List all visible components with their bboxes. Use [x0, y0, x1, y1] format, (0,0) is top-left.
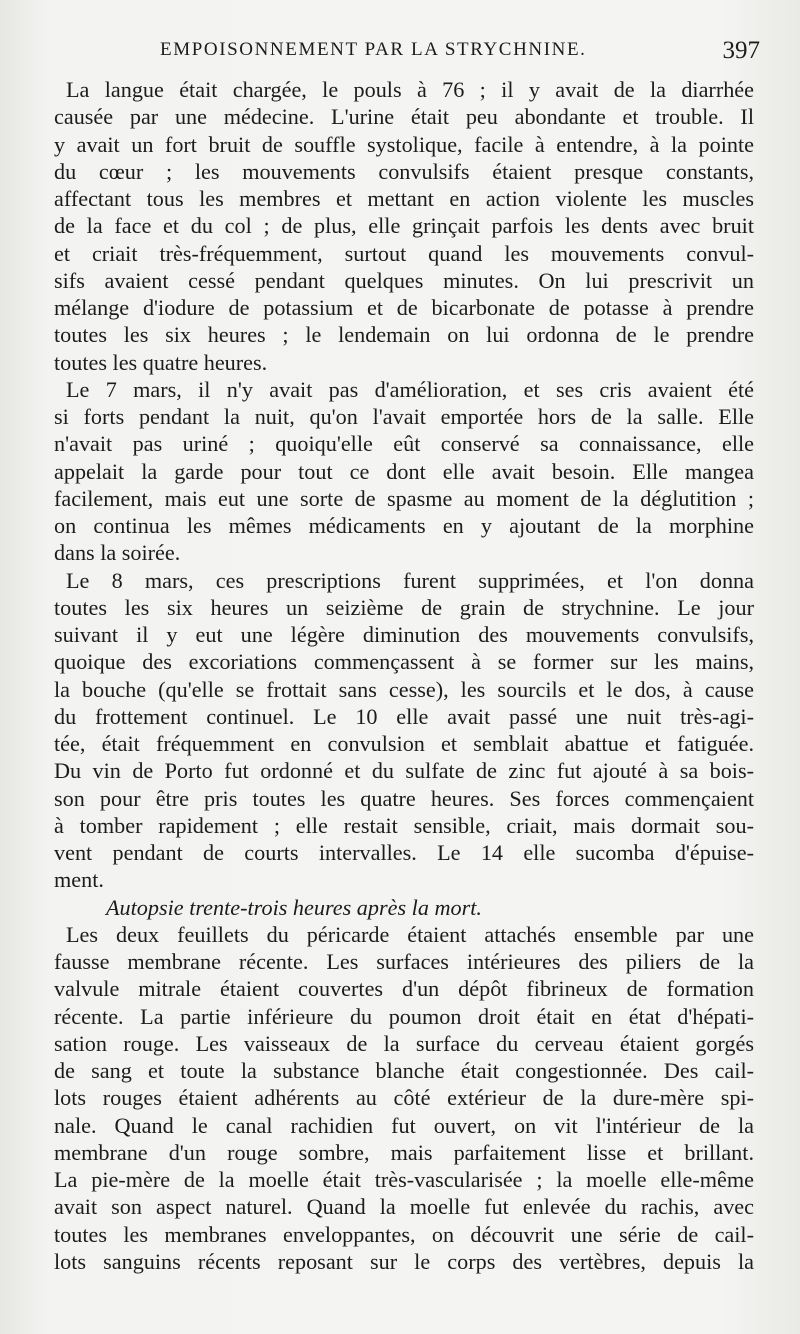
- text-line: causée par une médecine. L'urine était peu abondante et trouble. Il: [54, 104, 754, 130]
- text-line: quoique des excoriations commençassent à se former sur les mains,: [54, 649, 754, 675]
- section-heading: Autopsie trente-trois heures après la mort.: [106, 894, 482, 920]
- body-text: [54, 76, 754, 1275]
- text-line: sifs avaient cessé pendant quelques minutes. On lui prescrivit un: [54, 267, 754, 293]
- text-line: fausse membrane récente. Les surfaces intérieures des piliers de la: [54, 949, 754, 974]
- text-line: toutes les six heures un seizième de grain de strychnine. Le jour: [54, 594, 754, 620]
- text-line: du cœur ; les mouvements convulsifs étaient presque constants,: [54, 158, 754, 184]
- text-line: de sang et toute la substance blanche était congestionnée. Des cail-: [54, 1058, 754, 1083]
- text-line: La pie-mère de la moelle était très-vascularisée ; la moelle elle-même: [54, 1167, 754, 1192]
- text-line: à tomber rapidement ; elle restait sensible, criait, mais dormait sou-: [54, 812, 754, 838]
- page-number: 397: [722, 37, 760, 64]
- text-line: et criait très-fréquemment, surtout quand les mouvements convul-: [54, 240, 754, 266]
- text-line: on continua les mêmes médicaments en y ajoutant de la morphine: [54, 513, 754, 538]
- page-header: [150, 37, 760, 67]
- text-line: Les deux feuillets du péricarde étaient attachés ensemble par une: [66, 921, 754, 947]
- text-line: appelait la garde pour tout ce dont elle avait besoin. Elle mangea: [54, 458, 754, 484]
- text-line: Le 7 mars, il n'y avait pas d'amélioration, et ses cris avaient été: [66, 376, 754, 402]
- text-line: tée, était fréquemment en convulsion et semblait abattue et fatiguée.: [54, 731, 754, 756]
- text-line: lots sanguins récents reposant sur le corps des vertèbres, depuis la: [54, 1248, 754, 1274]
- text-line: membrane d'un rouge sombre, mais parfaitement lisse et brillant.: [54, 1139, 754, 1165]
- text-line: son pour être pris toutes les quatre heures. Ses forces commençaient: [54, 785, 754, 811]
- running-title: EMPOISONNEMENT PAR LA STRYCHNINE.: [160, 39, 587, 60]
- text-line: y avait un fort bruit de souffle systolique, facile à entendre, à la pointe: [54, 131, 754, 157]
- text-line: valvule mitrale étaient couvertes d'un dépôt fibrineux de formation: [54, 976, 754, 1002]
- text-line: toutes les membranes enveloppantes, on découvrit une série de cail-: [54, 1221, 754, 1247]
- text-line: toutes les six heures ; le lendemain on lui ordonna de le prendre: [54, 322, 754, 348]
- text-line: de la face et du col ; de plus, elle grinçait parfois les dents avec bruit: [54, 213, 754, 239]
- text-line: n'avait pas uriné ; quoiqu'elle eût conservé sa connaissance, elle: [54, 431, 754, 457]
- text-line: vent pendant de courts intervalles. Le 14 elle sucomba d'épuise-: [54, 840, 754, 865]
- text-line: lots rouges étaient adhérents au côté extérieur de la dure-mère spi-: [54, 1085, 754, 1111]
- text-line: si forts pendant la nuit, qu'on l'avait emportée hors de la salle. Elle: [54, 404, 754, 429]
- text-line: Le 8 mars, ces prescriptions furent supprimées, et l'on donna: [66, 567, 754, 593]
- text-line: avait son aspect naturel. Quand la moelle fut enlevée du rachis, avec: [54, 1194, 754, 1220]
- text-line: ment.: [54, 867, 104, 893]
- text-line: mélange d'iodure de potassium et de bicarbonate de potasse à prendre: [54, 295, 754, 320]
- text-line: dans la soirée.: [54, 540, 181, 566]
- text-line: du frottement continuel. Le 10 elle avait passé une nuit très-agi-: [54, 703, 754, 729]
- text-line: la bouche (qu'elle se frottait sans cesse), les sourcils et le dos, à cause: [54, 676, 754, 702]
- text-line: Du vin de Porto fut ordonné et du sulfate de zinc fut ajouté à sa bois-: [54, 758, 754, 784]
- text-line: suivant il y eut une légère diminution des mouvements convulsifs,: [54, 622, 754, 647]
- text-line: récente. La partie inférieure du poumon droit était en état d'hépati-: [54, 1003, 754, 1029]
- text-line: toutes les quatre heures.: [54, 349, 268, 375]
- text-line: nale. Quand le canal rachidien fut ouvert, on vit l'intérieur de la: [54, 1112, 754, 1138]
- text-line: sation rouge. Les vaisseaux de la surface du cerveau étaient gorgés: [54, 1030, 754, 1056]
- text-line: La langue était chargée, le pouls à 76 ; il y avait de la diarrhée: [66, 77, 754, 102]
- text-line: facilement, mais eut une sorte de spasme au moment de la déglutition ;: [54, 485, 754, 511]
- text-line: affectant tous les membres et mettant en action violente les muscles: [54, 186, 754, 211]
